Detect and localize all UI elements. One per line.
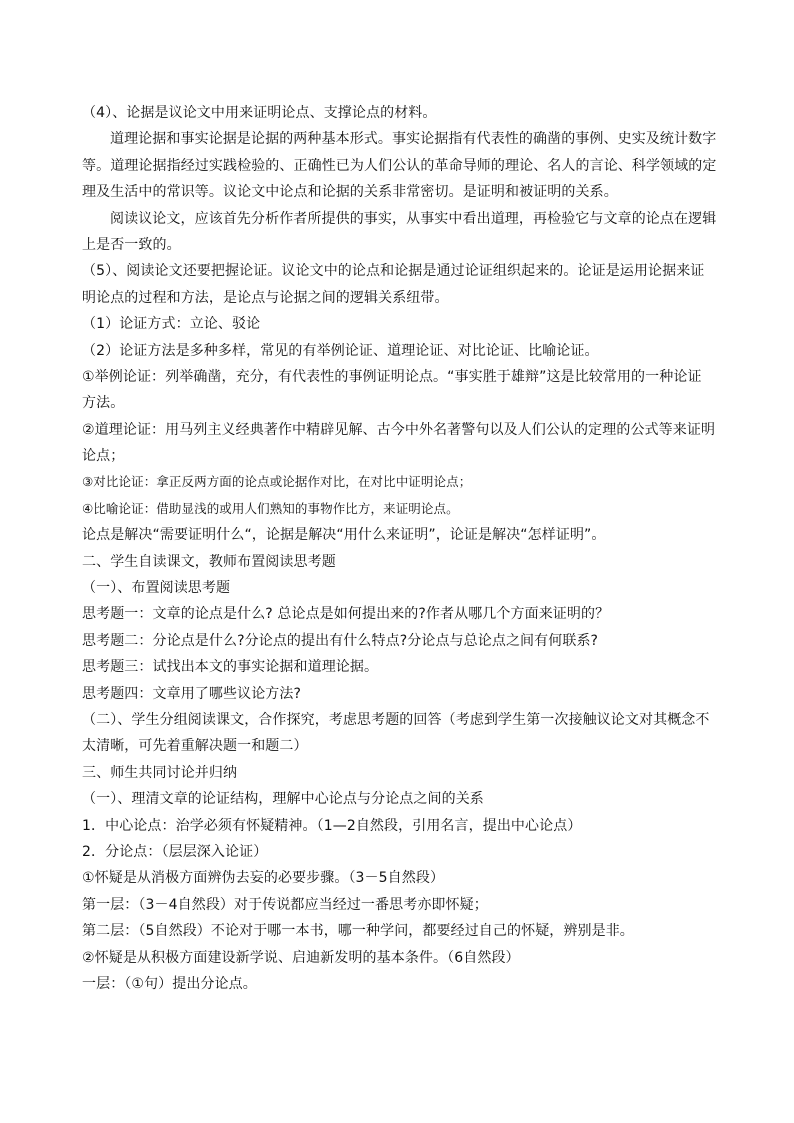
- text-line: ④比喻论证：借助显浅的或用人们熟知的事物作比方，来证明论点。: [82, 500, 459, 516]
- text-line: 二、学生自读课文，教师布置阅读思考题: [82, 553, 336, 570]
- text-line: 论点；: [82, 448, 125, 465]
- text-line: （二）、学生分组阅读课文，合作探究，考虑思考题的回答（考虑到学生第一次接触议论文对其概念不: [82, 711, 710, 728]
- text-line: 等。道理论据指经过实践检验的、正确性已为人们公认的革命导师的理论、名人的言论、科学领域的定: [82, 157, 717, 174]
- text-line: ②道理论证：用马列主义经典著作中精辟见解、古今中外名著警句以及人们公认的定理的公式等来证明: [82, 421, 716, 438]
- text-line: （一）、布置阅读思考题: [82, 580, 231, 597]
- document-body: [82, 102, 722, 999]
- text-line: 思考题三：试找出本文的事实论据和道理论据。: [82, 659, 379, 676]
- text-line: 第二层：（5自然段）不论对于哪一本书，哪一种学问，都要经过自己的怀疑，辨别是非。: [82, 923, 634, 940]
- text-line: 1．中心论点：治学必须有怀疑精神。（1—2自然段，引用名言，提出中心论点）: [82, 817, 582, 834]
- text-line: ①举例论证：列举确凿，充分，有代表性的事例证明论点。“事实胜于雄辩”这是比较常用的一种论证: [82, 368, 702, 385]
- text-line: ②怀疑是从积极方面建设新学说、启迪新发明的基本条件。（6自然段）: [82, 949, 520, 966]
- text-line: 一层：（①句）提出分论点。: [82, 975, 257, 992]
- text-line: 2．分论点：（层层深入论证）: [82, 843, 268, 860]
- text-line: 第一层：（3－4自然段）对于传说都应当经过一番思考亦即怀疑；: [82, 896, 488, 913]
- text-line: （1）论证方式：立论、驳论: [82, 316, 261, 333]
- text-line: 太清晰，可先着重解决题一和题二）: [82, 738, 308, 755]
- text-line: 理及生活中的常识等。议论文中论点和论据的关系非常密切。是证明和被证明的关系。: [82, 184, 618, 201]
- text-line: （5）、阅读论文还要把握论证。议论文中的论点和论据是通过论证组织起来的。论证是运用论据来证: [82, 263, 705, 280]
- text-line: （一）、理清文章的论证结构，理解中心论点与分论点之间的关系: [82, 791, 484, 808]
- text-line: ③对比论证：拿正反两方面的论点或论据作对比，在对比中证明论点；: [82, 474, 472, 490]
- text-line: （4）、论据是议论文中用来证明论点、支撑论点的材料。: [82, 105, 437, 121]
- text-line: 上是否一致的。: [82, 236, 181, 253]
- text-line: 阅读议论文，应该首先分析作者所提供的事实，从事实中看出道理，再检验它与文章的论点在逻辑: [110, 210, 717, 227]
- text-line: 道理论据和事实论据是论据的两种基本形式。事实论据指有代表性的确凿的事例、史实及统计数字: [110, 131, 717, 148]
- text-line: ①怀疑是从消极方面辨伪去妄的必要步骤。（3－5自然段）: [82, 870, 445, 887]
- text-line: 思考题四：文章用了哪些议论方法?: [82, 685, 302, 702]
- text-line: 思考题二：分论点是什么?分论点的提出有什么特点?分论点与总论点之间有何联系?: [82, 632, 599, 649]
- text-line: 思考题一：文章的论点是什么? 总论点是如何提出来的?作者从哪几个方面来证明的？: [82, 606, 610, 623]
- text-line: 论点是解决“需要证明什么“，论据是解决“用什么来证明”，论证是解决“怎样证明”。: [82, 527, 606, 544]
- text-line: （2）论证方法是多种多样，常见的有举例论证、道理论证、对比论证、比喻论证。: [82, 342, 599, 359]
- text-line: 方法。: [82, 395, 125, 412]
- text-line: 明论点的过程和方法，是论点与论据之间的逻辑关系纽带。: [82, 289, 449, 306]
- text-line: 三、师生共同讨论并归纳: [82, 764, 238, 781]
